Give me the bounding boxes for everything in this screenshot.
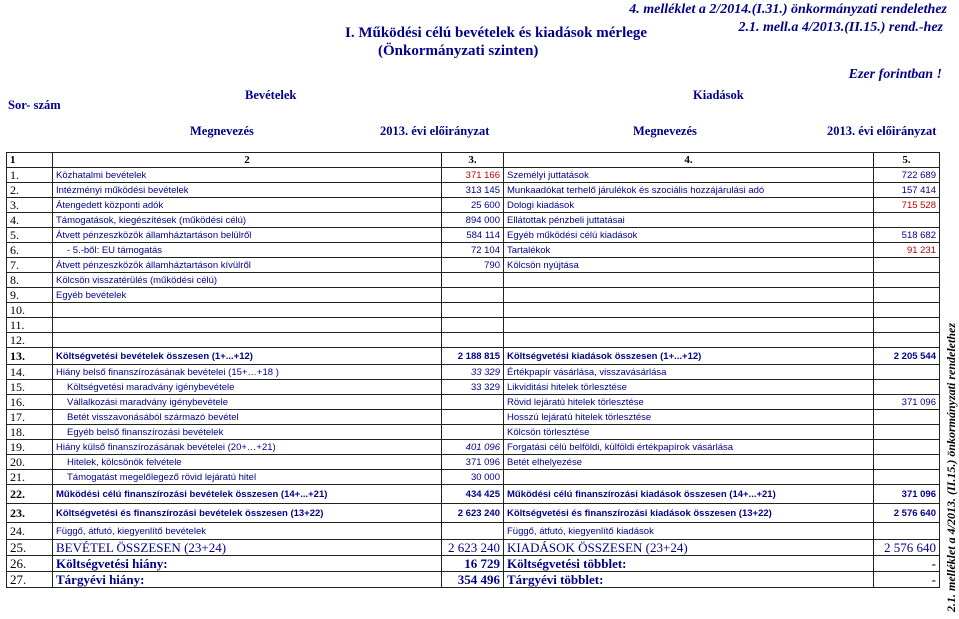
table-row bbox=[7, 168, 940, 183]
revenue-name: - 5.-ből: EU támogatás bbox=[53, 243, 442, 258]
expense-amount bbox=[874, 380, 940, 395]
expense-name: Dologi kiadások bbox=[504, 198, 874, 213]
row-number: 1. bbox=[7, 168, 53, 183]
column-number-row bbox=[7, 153, 940, 168]
expense-amount: 91 231 bbox=[874, 243, 940, 258]
revenue-name: Költségvetési hiány: bbox=[53, 556, 442, 572]
revenue-name: Tárgyévi hiány: bbox=[53, 572, 442, 588]
expense-amount: 371 096 bbox=[874, 395, 940, 410]
revenue-amount: 313 145 bbox=[442, 183, 504, 198]
revenue-name: Vállalkozási maradvány igénybevétele bbox=[53, 395, 442, 410]
expense-name bbox=[504, 333, 874, 348]
revenue-name: Kölcsön visszatérülés (működési célú) bbox=[53, 273, 442, 288]
expense-amount bbox=[874, 258, 940, 273]
colnum: 2 bbox=[53, 153, 442, 168]
table-row bbox=[7, 572, 940, 588]
table-row bbox=[7, 198, 940, 213]
expense-amount bbox=[874, 365, 940, 380]
revenue-amount: 2 188 815 bbox=[442, 348, 504, 365]
expense-name: Kölcsön nyújtása bbox=[504, 258, 874, 273]
table-row bbox=[7, 556, 940, 572]
revenue-amount: 33 329 bbox=[442, 365, 504, 380]
row-number: 15. bbox=[7, 380, 53, 395]
row-number: 2. bbox=[7, 183, 53, 198]
revenue-amount: 434 425 bbox=[442, 485, 504, 504]
revenue-name: Közhatalmi bevételek bbox=[53, 168, 442, 183]
page-subtitle: (Önkormányzati szinten) bbox=[378, 43, 539, 59]
revenue-name: Intézményi működési bevételek bbox=[53, 183, 442, 198]
row-number: 5. bbox=[7, 228, 53, 243]
row-number: 4. bbox=[7, 213, 53, 228]
table-row bbox=[7, 485, 940, 504]
revenue-amount bbox=[442, 410, 504, 425]
revenue-amount: 584 114 bbox=[442, 228, 504, 243]
revenue-name: Költségvetési és finanszírozási bevételek összesen (13+22) bbox=[53, 504, 442, 523]
revenue-name-header: Megnevezés bbox=[190, 124, 254, 138]
revenue-name: Egyéb bevételek bbox=[53, 288, 442, 303]
revenue-amount bbox=[442, 333, 504, 348]
table-row bbox=[7, 288, 940, 303]
revenue-name: Működési célú finanszírozási bevételek összesen (14+...+21) bbox=[53, 485, 442, 504]
revenue-amount: 790 bbox=[442, 258, 504, 273]
expense-amount bbox=[874, 303, 940, 318]
expense-name bbox=[504, 470, 874, 485]
row-number: 12. bbox=[7, 333, 53, 348]
table-row bbox=[7, 380, 940, 395]
row-number: 14. bbox=[7, 365, 53, 380]
expense-name: Rövid lejáratú hitelek törlesztése bbox=[504, 395, 874, 410]
expense-name: Egyéb működési célú kiadások bbox=[504, 228, 874, 243]
annex-reference: 4. melléklet a 2/2014.(I.31.) önkormányzati rendelethez bbox=[629, 2, 947, 17]
expense-amount bbox=[874, 273, 940, 288]
expense-name bbox=[504, 318, 874, 333]
revenue-name: Támogatást megelőlegező rövid lejáratú hitel bbox=[53, 470, 442, 485]
revenue-name bbox=[53, 333, 442, 348]
revenues-header: Bevételek bbox=[245, 88, 297, 102]
expense-name: Költségvetési kiadások összesen (1+...+12) bbox=[504, 348, 874, 365]
revenue-name: Hitelek, kölcsönök felvétele bbox=[53, 455, 442, 470]
sorszam-header: Sor- szám bbox=[8, 98, 61, 112]
expense-amount bbox=[874, 318, 940, 333]
annex-reference-secondary: 2.1. mell.a 4/2013.(II.15.) rend.-hez bbox=[738, 20, 943, 35]
expense-amount: - bbox=[874, 556, 940, 572]
row-number: 7. bbox=[7, 258, 53, 273]
expense-name: Likviditási hitelek törlesztése bbox=[504, 380, 874, 395]
revenue-amount: 2 623 240 bbox=[442, 540, 504, 556]
revenue-amount bbox=[442, 395, 504, 410]
row-number: 10. bbox=[7, 303, 53, 318]
table-row bbox=[7, 425, 940, 440]
side-annex-note: 2.1. melléklet a 4/2013. (II.15.) önkormányzati rendelethez bbox=[944, 323, 958, 612]
expense-name: Betét elhelyezése bbox=[504, 455, 874, 470]
expense-name: Értékpapír vásárlása, visszavásárlása bbox=[504, 365, 874, 380]
expense-name: Forgatási célú belföldi, külföldi értékpapírok vásárlása bbox=[504, 440, 874, 455]
table-row bbox=[7, 455, 940, 470]
table-row bbox=[7, 504, 940, 523]
expense-name: Költségvetési többlet: bbox=[504, 556, 874, 572]
revenue-name: Betét visszavonásából származó bevétel bbox=[53, 410, 442, 425]
expense-amount bbox=[874, 455, 940, 470]
row-number: 6. bbox=[7, 243, 53, 258]
table-row bbox=[7, 183, 940, 198]
table-row bbox=[7, 303, 940, 318]
expense-amount: 518 682 bbox=[874, 228, 940, 243]
revenue-amount-header: 2013. évi előirányzat bbox=[380, 124, 490, 138]
row-number: 11. bbox=[7, 318, 53, 333]
expense-name-header: Megnevezés bbox=[633, 124, 697, 138]
revenue-amount: 25 600 bbox=[442, 198, 504, 213]
table-row bbox=[7, 523, 940, 540]
revenue-name: Hiány külső finanszírozásának bevételei (20+…+21) bbox=[53, 440, 442, 455]
revenue-amount: 72 104 bbox=[442, 243, 504, 258]
revenue-amount bbox=[442, 273, 504, 288]
row-number: 25. bbox=[7, 540, 53, 556]
revenue-amount: 16 729 bbox=[442, 556, 504, 572]
expense-name: KIADÁSOK ÖSSZESEN (23+24) bbox=[504, 540, 874, 556]
expense-amount: 2 576 640 bbox=[874, 540, 940, 556]
table-row bbox=[7, 540, 940, 556]
expense-name: Működési célú finanszírozási kiadások összesen (14+...+21) bbox=[504, 485, 874, 504]
revenue-amount bbox=[442, 303, 504, 318]
revenue-amount: 33 329 bbox=[442, 380, 504, 395]
expense-amount bbox=[874, 470, 940, 485]
expense-name: Ellátottak pénzbeli juttatásai bbox=[504, 213, 874, 228]
expense-amount: 722 689 bbox=[874, 168, 940, 183]
revenue-amount: 401 096 bbox=[442, 440, 504, 455]
revenue-name: Függő, átfutó, kiegyenlítő bevételek bbox=[53, 523, 442, 540]
expense-amount bbox=[874, 213, 940, 228]
row-number: 16. bbox=[7, 395, 53, 410]
revenue-name: BEVÉTEL ÖSSZESEN (23+24) bbox=[53, 540, 442, 556]
colnum: 4. bbox=[504, 153, 874, 168]
row-number: 26. bbox=[7, 556, 53, 572]
expense-name: Személyi juttatások bbox=[504, 168, 874, 183]
expense-amount bbox=[874, 410, 940, 425]
expense-name bbox=[504, 288, 874, 303]
expense-name: Kölcsön törlesztése bbox=[504, 425, 874, 440]
revenue-amount: 30 000 bbox=[442, 470, 504, 485]
table-row bbox=[7, 470, 940, 485]
revenue-amount: 371 166 bbox=[442, 168, 504, 183]
revenue-name: Hiány belső finanszírozásának bevételei (15+…+18 ) bbox=[53, 365, 442, 380]
expenses-header: Kiadások bbox=[693, 88, 744, 102]
table-row bbox=[7, 348, 940, 365]
revenue-name bbox=[53, 318, 442, 333]
revenue-name: Egyéb belső finanszírozási bevételek bbox=[53, 425, 442, 440]
colnum: 1 bbox=[7, 153, 53, 168]
balance-table bbox=[6, 152, 940, 588]
revenue-name: Átengedett központi adók bbox=[53, 198, 442, 213]
revenue-amount bbox=[442, 523, 504, 540]
expense-amount bbox=[874, 333, 940, 348]
expense-amount: 715 528 bbox=[874, 198, 940, 213]
revenue-name: Költségvetési maradvány igénybevétele bbox=[53, 380, 442, 395]
table-row bbox=[7, 395, 940, 410]
table-row bbox=[7, 213, 940, 228]
revenue-name: Költségvetési bevételek összesen (1+...+12) bbox=[53, 348, 442, 365]
revenue-amount: 894 000 bbox=[442, 213, 504, 228]
expense-amount: 2 576 640 bbox=[874, 504, 940, 523]
row-number: 22. bbox=[7, 485, 53, 504]
expense-name bbox=[504, 273, 874, 288]
expense-amount bbox=[874, 440, 940, 455]
table-row bbox=[7, 243, 940, 258]
revenue-amount bbox=[442, 318, 504, 333]
expense-amount: 157 414 bbox=[874, 183, 940, 198]
expense-amount-header: 2013. évi előirányzat bbox=[827, 124, 937, 138]
table-row bbox=[7, 333, 940, 348]
row-number: 8. bbox=[7, 273, 53, 288]
colnum: 5. bbox=[874, 153, 940, 168]
row-number: 9. bbox=[7, 288, 53, 303]
expense-name: Tárgyévi többlet: bbox=[504, 572, 874, 588]
revenue-amount bbox=[442, 288, 504, 303]
row-number: 20. bbox=[7, 455, 53, 470]
expense-amount bbox=[874, 523, 940, 540]
row-number: 13. bbox=[7, 348, 53, 365]
expense-name: Tartalékok bbox=[504, 243, 874, 258]
expense-amount: 371 096 bbox=[874, 485, 940, 504]
expense-amount: - bbox=[874, 572, 940, 588]
expense-name bbox=[504, 303, 874, 318]
revenue-amount: 354 496 bbox=[442, 572, 504, 588]
revenue-amount: 371 096 bbox=[442, 455, 504, 470]
revenue-name: Átvett pénzeszközök államháztartáson belülről bbox=[53, 228, 442, 243]
table-row bbox=[7, 258, 940, 273]
expense-name: Költségvetési és finanszírozási kiadások összesen (13+22) bbox=[504, 504, 874, 523]
revenue-amount bbox=[442, 425, 504, 440]
row-number: 21. bbox=[7, 470, 53, 485]
revenue-amount: 2 623 240 bbox=[442, 504, 504, 523]
row-number: 19. bbox=[7, 440, 53, 455]
table-row bbox=[7, 365, 940, 380]
table-row bbox=[7, 228, 940, 243]
row-number: 23. bbox=[7, 504, 53, 523]
expense-name: Hosszú lejáratú hitelek törlesztése bbox=[504, 410, 874, 425]
expense-amount bbox=[874, 288, 940, 303]
revenue-name: Támogatások, kiegészítések (működési célú) bbox=[53, 213, 442, 228]
expense-name: Munkaadókat terhelő járulékok és szociális hozzájárulási adó bbox=[504, 183, 874, 198]
page-title: I. Működési célú bevételek és kiadások mérlege bbox=[345, 25, 648, 41]
row-number: 17. bbox=[7, 410, 53, 425]
expense-amount: 2 205 544 bbox=[874, 348, 940, 365]
table-row bbox=[7, 410, 940, 425]
colnum: 3. bbox=[442, 153, 504, 168]
table-row bbox=[7, 318, 940, 333]
row-number: 3. bbox=[7, 198, 53, 213]
revenue-name bbox=[53, 303, 442, 318]
expense-amount bbox=[874, 425, 940, 440]
table-row bbox=[7, 273, 940, 288]
expense-name: Függő, átfutó, kiegyenlítő kiadások bbox=[504, 523, 874, 540]
unit-label: Ezer forintban ! bbox=[848, 67, 942, 82]
row-number: 18. bbox=[7, 425, 53, 440]
revenue-name: Átvett pénzeszközök államháztartáson kívülről bbox=[53, 258, 442, 273]
table-row bbox=[7, 440, 940, 455]
row-number: 27. bbox=[7, 572, 53, 588]
row-number: 24. bbox=[7, 523, 53, 540]
